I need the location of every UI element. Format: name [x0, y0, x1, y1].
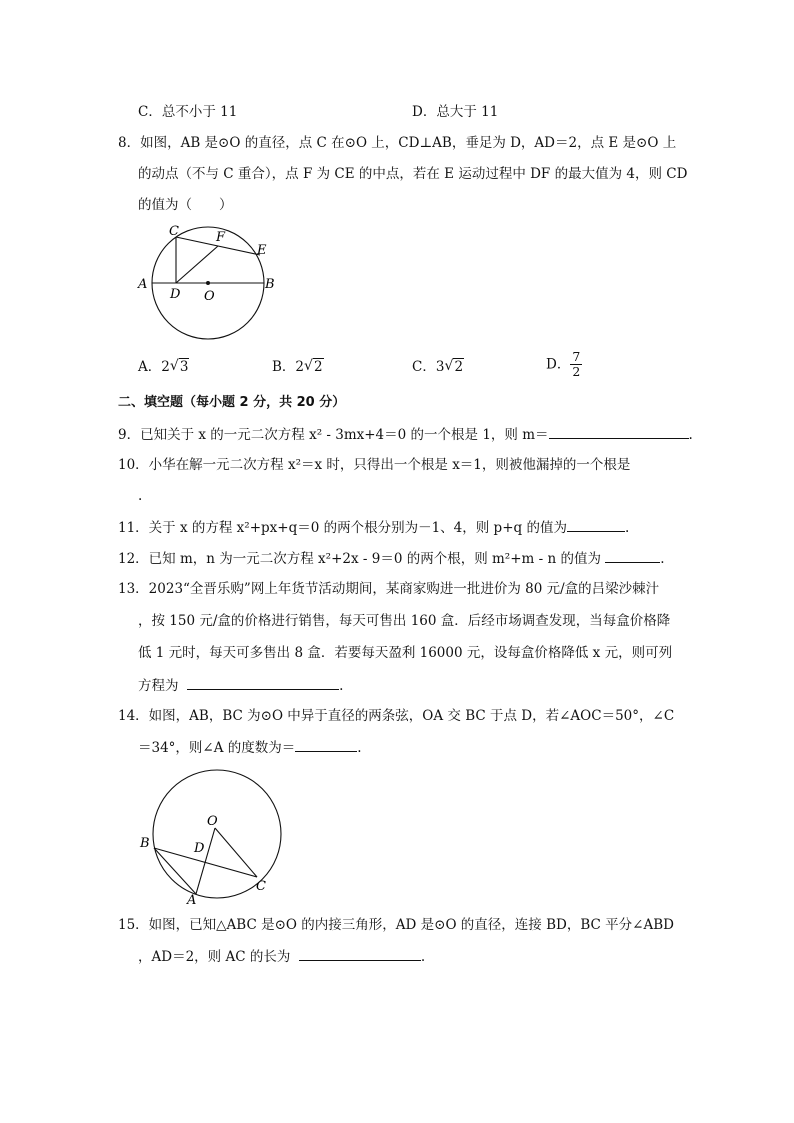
- sqrt-symbol: √ 3: [169, 358, 189, 375]
- q9-line: [118, 425, 693, 444]
- q8-option-b-radicand: 2: [314, 359, 323, 375]
- q14-label-c: C: [256, 879, 266, 894]
- q8-line-2: 的动点（不与 C 重合），点 F 为 CE 的中点，若在 E 运动过程中 DF 的最大值为 4，则 CD: [138, 166, 688, 182]
- fraction-denominator: 2: [572, 364, 581, 379]
- q11-line: [118, 518, 629, 537]
- q7-option-c: C．总不小于 11: [138, 104, 238, 120]
- q8-option-a-prefix: A．: [138, 359, 162, 375]
- q15-line-2: [138, 947, 425, 966]
- q8-label-o: O: [204, 289, 215, 304]
- q8-option-b-coef: 2: [295, 359, 305, 375]
- q14-line-2: [138, 738, 362, 757]
- q8-label-d: D: [170, 287, 181, 302]
- q12-end: .: [660, 551, 665, 567]
- q15-answer-blank[interactable]: [299, 947, 421, 961]
- q13-line-4: [138, 676, 343, 695]
- q12-text: 12．已知 m，n 为一元二次方程 x²+2x - 9＝0 的两个根，则 m²+m - n 的值为: [118, 551, 601, 567]
- q9-text: 9．已知关于 x 的一元二次方程 x² - 3mx+4＝0 的一个根是 1，则 m＝: [118, 427, 549, 443]
- q8-label-b: B: [265, 277, 275, 292]
- q8-label-e: E: [257, 243, 267, 258]
- q13-line-2: ，按 150 元/盒的价格进行销售，每天可售出 160 盒．后经市场调查发现，当每盒价格降: [138, 613, 671, 629]
- q9-answer-blank[interactable]: [549, 425, 689, 439]
- q8-option-c-coef: 3: [435, 359, 445, 375]
- q11-end: .: [624, 520, 630, 536]
- q11-answer-blank[interactable]: [567, 518, 625, 532]
- q8-segment-df: [176, 246, 218, 283]
- q8-option-d-fraction: [570, 350, 582, 379]
- q14-end: .: [357, 740, 362, 756]
- q8-line-3: 的值为（ ）: [138, 197, 233, 213]
- fraction-numerator: 7: [572, 349, 581, 364]
- section-2-title: 二、填空题（每小题 2 分，共 20 分）: [118, 395, 346, 410]
- q8-option-a-coef: 2: [161, 359, 170, 375]
- q14-chord-ba: [154, 848, 196, 894]
- q8-center-dot: [206, 281, 210, 285]
- q9-end: .: [688, 427, 693, 443]
- q10-line-1: 10．小华在解一元二次方程 x²＝x 时，只得出一个根是 x＝1，则被他漏掉的一个根是: [118, 457, 631, 473]
- q14-label-b: B: [140, 836, 150, 851]
- q8-option-d-prefix: D．: [546, 356, 571, 373]
- q14-text: ＝34°，则∠A 的度数为＝: [138, 740, 296, 756]
- q15-line-1: 15．如图，已知△ABC 是⊙O 的内接三角形，AD 是⊙O 的直径，连接 BD，BC 平分∠ABD: [118, 917, 674, 933]
- sqrt-symbol: √ 2: [444, 358, 464, 375]
- q13-end: .: [339, 678, 344, 694]
- sqrt-symbol: √ 2: [304, 358, 323, 375]
- q12-answer-blank[interactable]: [605, 549, 660, 563]
- q8-option-a-radicand: 3: [179, 359, 189, 375]
- q8-option-b-prefix: B．: [272, 359, 296, 375]
- q8-option-c-radicand: 2: [454, 359, 464, 375]
- q12-line: [118, 549, 665, 568]
- q8-option-a: [138, 358, 189, 376]
- q7-option-d: D．总大于 11: [412, 104, 499, 120]
- q13-line-1: 13．2023“全晋乐购”网上年货节活动期间，某商家购进一批进价为 80 元/盒的吕梁沙棘汁: [118, 581, 660, 597]
- q14-label-o: O: [207, 814, 218, 829]
- q14-segment-oc: [215, 828, 257, 877]
- q8-option-c: [412, 358, 464, 376]
- q8-label-f: F: [216, 230, 226, 245]
- q13-line-3: 低 1 元时，每天可多售出 8 盒．若要每天盈利 16000 元，设每盒价格降低 x 元，则可列: [138, 645, 673, 661]
- q14-label-d: D: [194, 841, 205, 856]
- q8-option-b: [272, 358, 324, 376]
- q14-label-a: A: [187, 893, 197, 908]
- q8-figure: [135, 220, 285, 350]
- q8-option-d: [546, 350, 582, 379]
- q14-answer-blank[interactable]: [295, 738, 357, 752]
- q13-text: 方程为: [138, 678, 179, 694]
- q8-label-c: C: [169, 224, 179, 239]
- q8-label-a: A: [138, 277, 148, 292]
- q10-line-2: .: [138, 488, 143, 504]
- q15-end: .: [420, 949, 426, 965]
- q8-option-c-prefix: C．: [412, 359, 436, 375]
- q15-text: ，AD＝2，则 AC 的长为: [138, 949, 291, 965]
- q13-answer-blank[interactable]: [187, 676, 339, 690]
- q14-line-1: 14．如图，AB，BC 为⊙O 中异于直径的两条弦，OA 交 BC 于点 D，若∠AOC＝50°，∠C: [118, 708, 675, 724]
- q11-text: 11．关于 x 的方程 x²+px+q＝0 的两个根分别为－1、4，则 p+q 的值为: [118, 520, 567, 536]
- q8-line-1: 8．如图，AB 是⊙O 的直径，点 C 在⊙O 上，CD⊥AB，垂足为 D，AD＝2，点 E 是⊙O 上: [118, 135, 677, 151]
- q14-figure: [135, 768, 285, 908]
